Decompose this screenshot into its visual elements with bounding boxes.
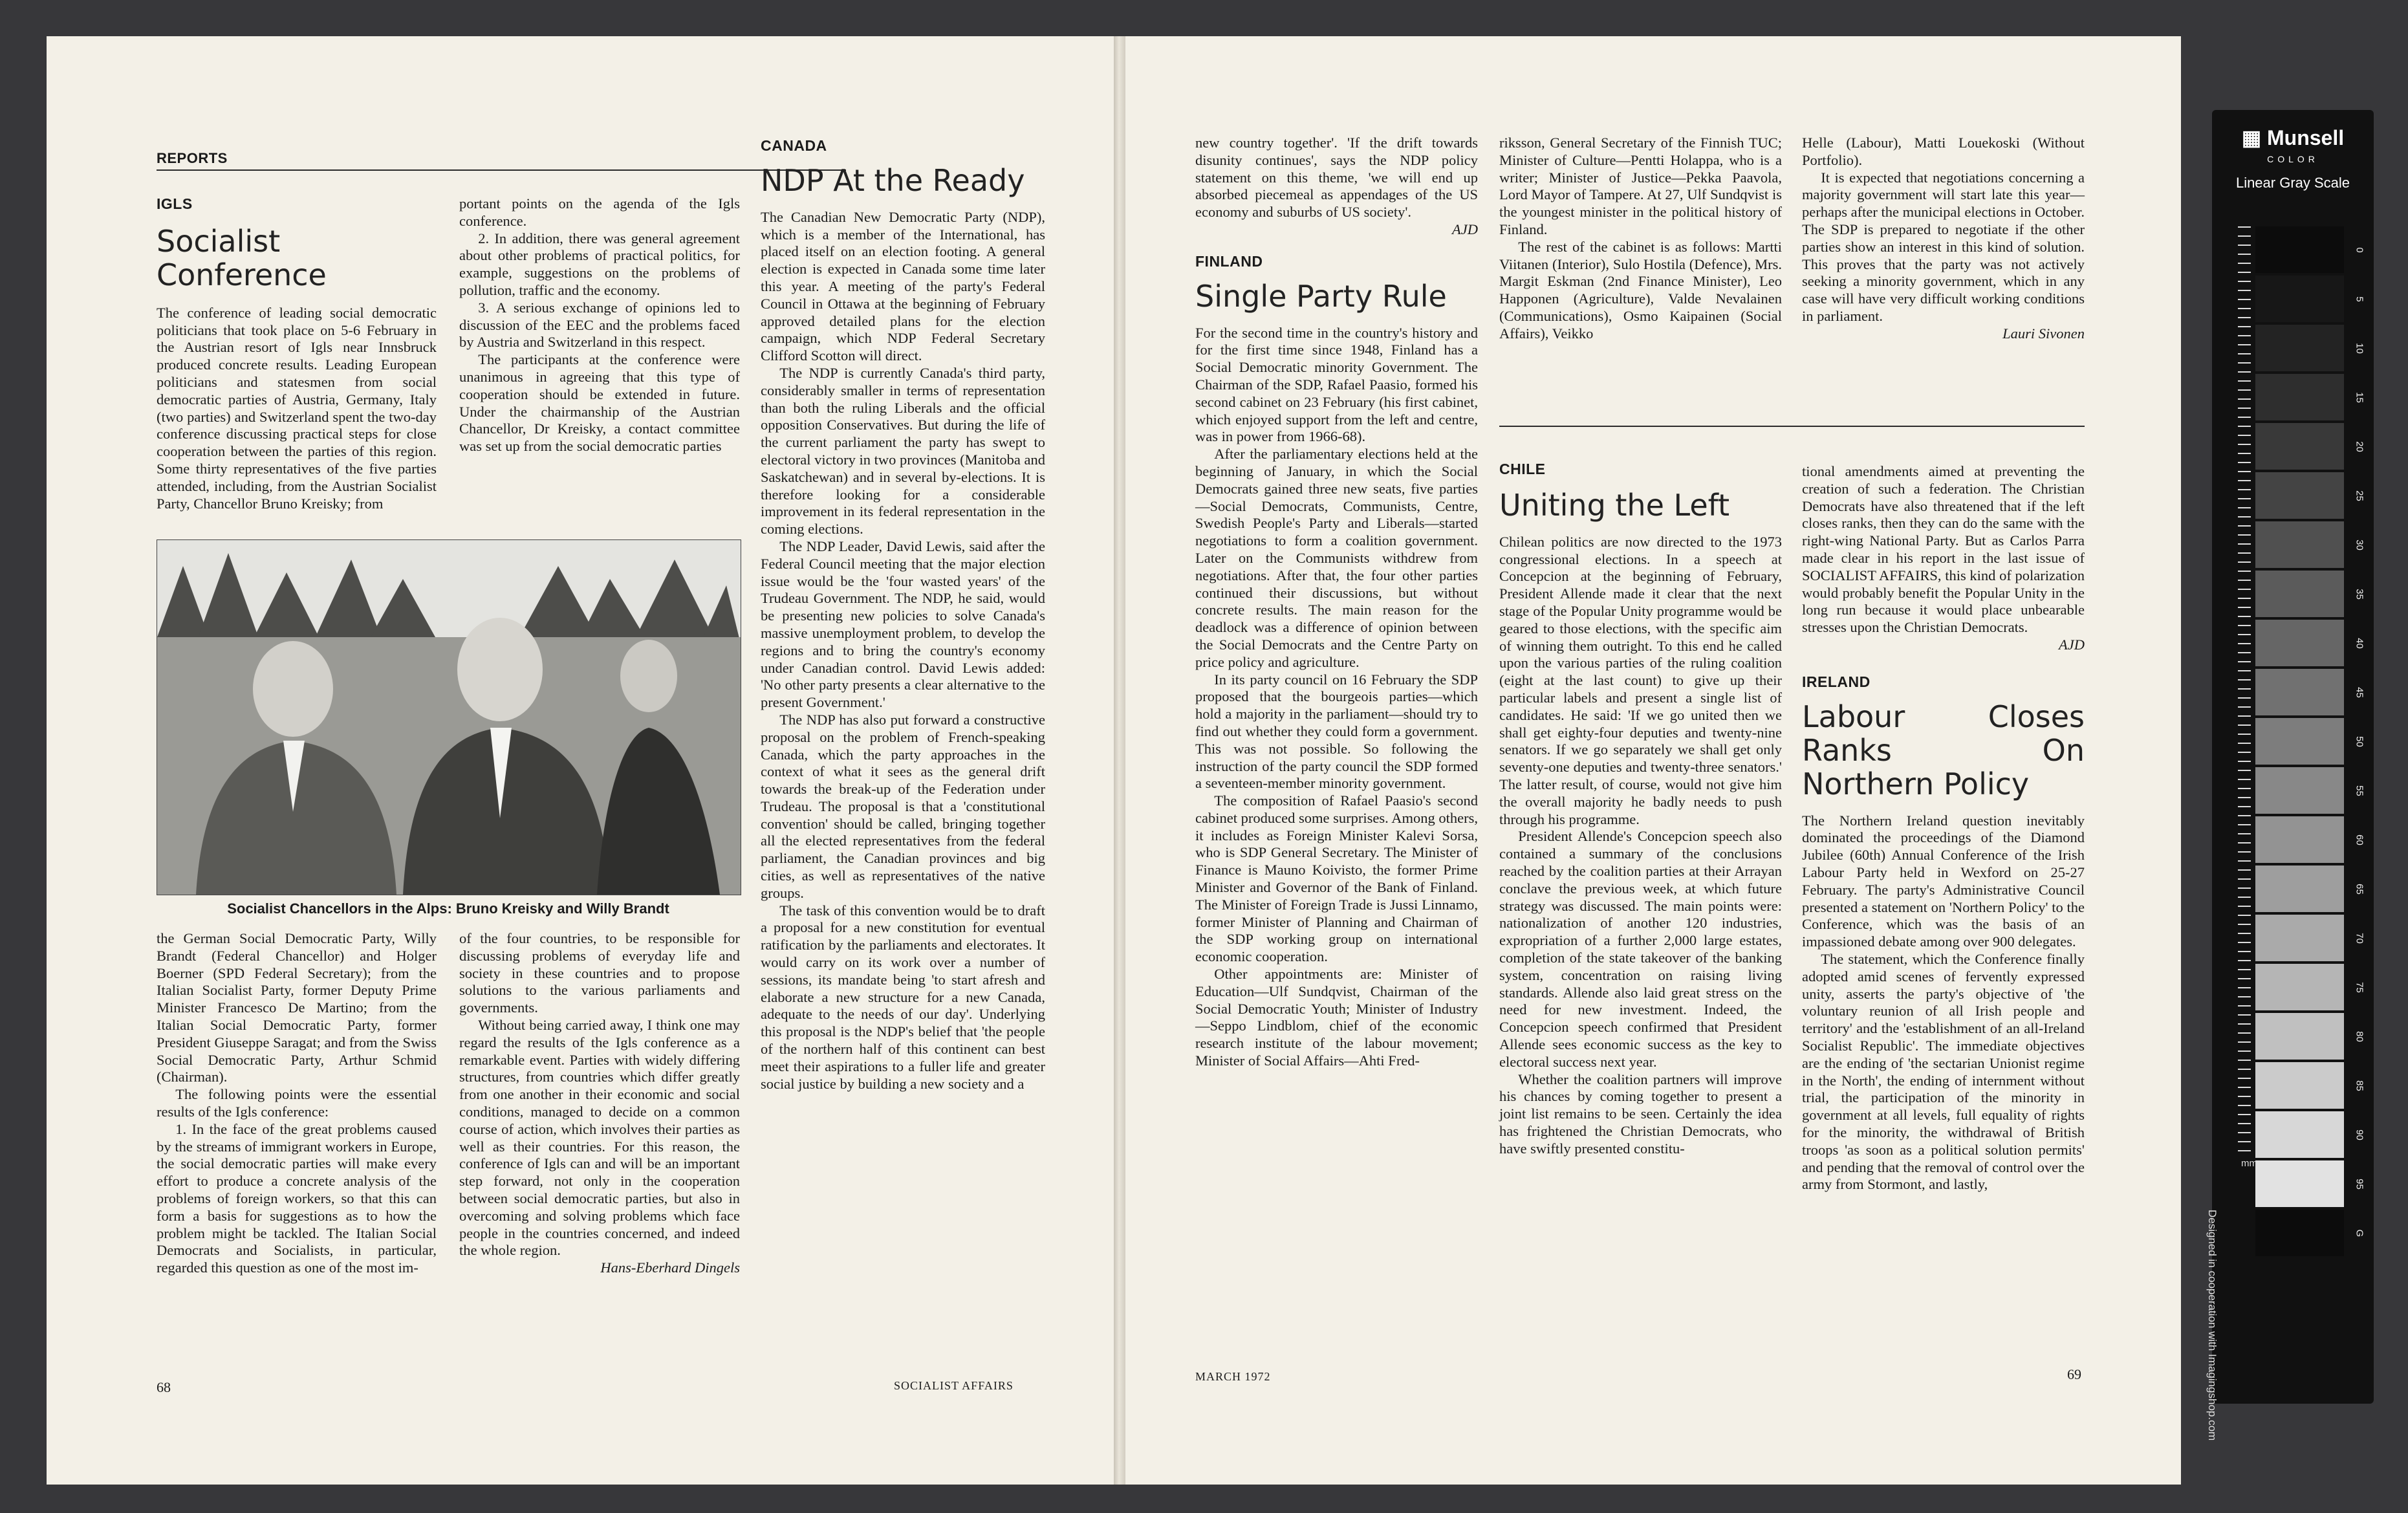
mm-ruler: [2238, 226, 2251, 1151]
canada-article: [761, 137, 1045, 1093]
ireland-headline: Labour Closes Ranks On Northern Policy: [1802, 699, 2085, 801]
gray-patch-label: 35: [2354, 589, 2365, 600]
gray-patch: [2255, 669, 2344, 715]
finland-column-2: [1499, 135, 1782, 343]
gray-patch: [2255, 718, 2344, 765]
igls-column-2: [459, 195, 740, 455]
gray-patch: [2255, 472, 2344, 519]
left-page: [47, 36, 1114, 1485]
munsell-brand-sub: COLOR: [2267, 154, 2319, 164]
igls-column-2-continued: [459, 930, 740, 1277]
igls-kicker: IGLS: [157, 195, 193, 212]
igls-paragraph: the German Social Democratic Party, Willy Brandt (Federal Chancellor) and Holger Boerner (SPD Federal Secretary); from the Italian Socialist Party, former Deputy Prime Minister Francesco De Martino; from the Italian Social Democratic Party, former President Giuseppe Saragat; and from the Swiss Social Democratic Party, Arthur Schmid (Chairman).: [157, 930, 437, 1085]
finland-column-3: [1802, 135, 2085, 343]
canada-headline: NDP At the Ready: [761, 162, 1025, 198]
gray-patch: [2255, 964, 2344, 1010]
gray-patch-label: 15: [2354, 392, 2365, 403]
chile-byline: AJD: [2059, 636, 2085, 653]
finland-paragraph: riksson, General Secretary of the Finnish TUC; Minister of Culture—Pentti Holappa, who is a writer; Minister of Justice—Pekka Paavola, Lord Mayor of Tampere. At 27, Ulf Sundqvist is the youngest minister in the political history of Finland.: [1499, 135, 1782, 237]
gray-patch: [2255, 1062, 2344, 1109]
chile-headline: Uniting the Left: [1499, 487, 1730, 523]
gray-patch-label: 5: [2354, 296, 2365, 302]
ireland-paragraph: The statement, which the Conference finally adopted amid scenes of fervently expressed unity, asserts the party's objective of 'the voluntary reunion of all Irish people and territory' and the 'establishment of an all-Ireland Socialist Republic'. The immediate objectives are the ending of 'the sectarian Unionist regime in the North', the ending of internment without trial, the participation of the minority in government at all levels, full equality of rights for the minority, the withdrawal of British troops 'as soon as a political solution permits' and pending that the removal of control over the army from Stormont, and lastly,: [1802, 950, 2085, 1193]
gray-patch: [2255, 374, 2344, 420]
photo-illustration: [157, 540, 741, 895]
finland-paragraph: It is expected that negotiations concerning a majority government will start late this year—perhaps after the municipal elections in October. The SDP is prepared to negotiate if the other parties show an interest in this kind of solution. This proves that the party was not actively seeking a minority government, which in any case will have very difficult working conditions in parliament.: [1802, 169, 2085, 324]
gray-patch-label: 80: [2354, 1031, 2365, 1042]
gray-patch: [2255, 521, 2344, 568]
scale-credit: Designed in cooperation with Imagingshop.com: [2206, 1210, 2218, 1441]
gray-patch-label: 60: [2354, 834, 2365, 845]
finland-article: [1195, 135, 1478, 1070]
canada-paragraph: The NDP Leader, David Lewis, said after the Federal Council meeting that the major election issue would be the 'four wasted years' of the Trudeau Government. The NDP, he said, would be presenting new policies to solve Canada's massive unemployment problem, to develop the regions and to bring the country's economy under Canadian control. David Lewis added: 'No other party presents a clear alternative to the present Government.': [761, 538, 1045, 711]
finland-paragraph: In its party council on 16 February the SDP proposed that the bourgeois parties—which hold a majority in the parliament—should try to find out whether they could form a government. This was not possible. So following the instruction of the party council the SDP formed a seventeen-member minority government.: [1195, 671, 1478, 792]
igls-paragraph: 2. In addition, there was general agreement about other problems of practical politics, for example, suggestions on the problems of pollution, traffic and the economy.: [459, 230, 740, 298]
finland-headline: Single Party Rule: [1195, 278, 1447, 314]
right-page: [1125, 36, 2181, 1485]
gray-patch-label: 55: [2354, 785, 2365, 796]
article-divider: [1499, 426, 2085, 427]
chile-paragraph: Whether the coalition partners will improve his chances by coming together to present a joint list remains to be seen. Certainly the idea has frightened the Christian Democrats, who have swiftly presented constitu-: [1499, 1071, 1782, 1157]
chile-paragraph: Chilean politics are now directed to the 1973 congressional elections. In a speech at Concepcion at the beginning of February, President Allende made it clear that the next stage of the Popular Unity programme would be geared to those elections, with the specific aim of winning them outright. To this end he called upon the various parties of the ruling coalition (eight at the last count) to give up their particular labels and present a single list of candidates. He said: 'If we go united then we shall get eighty-four deputies and twenty-nine senators. If we go separately we shall get only seventy-one deputies and twenty-three senators.' The latter result, of course, would not give him the overall majority he badly needs to push through his programme.: [1499, 533, 1782, 827]
gray-patch: [2255, 1160, 2344, 1207]
finland-byline: Lauri Sivonen: [2002, 325, 2085, 342]
gray-patch-label: 95: [2354, 1179, 2365, 1190]
gray-patch-label: 45: [2354, 687, 2365, 698]
igls-paragraph: The conference of leading social democratic politicians that took place on 5-6 February in the Austrian resort of Igls near Innsbruck produced concrete results. Leading European politicians and statesmen from social democratic parties of Austria, Germany, Italy (two parties) and Switzerland spent the two-day conference discussing practical steps for close cooperation between the parties of this region. Some thirty representatives of the five parties attended, including, from the Austrian Socialist Party, Chancellor Bruno Kreisky; from: [157, 304, 437, 512]
chile-paragraph: President Allende's Concepcion speech also contained a summary of the conclusions reached by the coalition parties at their Arrayan conclave the previous week, at which future strategy was discussed. The main points were: nationalization of another 120 industries, expropriation of a further 2,000 large estates, completion of the state takeover of the banking system, concentration on raising living standards. Allende also laid great stress on the need for new investment. Indeed, the Concepcion speech confirmed that President Allende sees economic success as the key to electoral success next year.: [1499, 828, 1782, 1070]
section-label: REPORTS: [157, 150, 228, 166]
igls-paragraph: The participants at the conference were unanimous in agreeing that this type of cooperation should be extended in future. Under the chairmanship of the Austrian Chancellor, Dr Kreisky, a contact committee was set up from the social democratic parties: [459, 351, 740, 455]
igls-headline: Socialist Conference: [157, 223, 327, 292]
page-number: 69: [2067, 1366, 2081, 1382]
photo-caption: Socialist Chancellors in the Alps: Bruno Kreisky and Willy Brandt: [227, 900, 669, 917]
gray-patch-label: 50: [2354, 736, 2365, 747]
gray-patch: [2255, 1111, 2344, 1158]
canada-paragraph: The NDP has also put forward a constructive proposal on the problem of French-speaking Canada, which the party approaches in the context of what it sees as the general drift towards the break-up of the Federation under Trudeau. The proposal is that a 'constitutional convention' should be called, bringing together all the elected representatives from the federal parliament, the Canadian provinces and big cities, as well as representatives of the native groups.: [761, 711, 1045, 901]
scale-title: Linear Gray Scale: [2235, 175, 2350, 191]
munsell-brand: Munsell: [2267, 126, 2345, 149]
footer-title: SOCIALIST AFFAIRS: [894, 1379, 1014, 1392]
gray-patch: [2255, 325, 2344, 371]
mm-unit: mm: [2241, 1158, 2257, 1169]
gray-patch: [2255, 423, 2344, 470]
finland-paragraph: The rest of the cabinet is as follows: Martti Viitanen (Interior), Sulo Hostila (Defence), Mrs. Margit Eskman (2nd Finance Minister), Leo Happonen (Agriculture), Valde Nevalainen (Communications), Osmo Kaipainen (Social Affairs), Veikko: [1499, 238, 1782, 342]
spine-gutter: [1114, 36, 1125, 1485]
igls-paragraph: of the four countries, to be responsible for discussing problems of everyday life and society in these countries and to propose solutions to the various parliaments and governments.: [459, 930, 740, 1016]
finland-paragraph: After the parliamentary elections held at the beginning of January, in which the Social Democrats gained three new seats, five parties—Social Democrats, Communists, Centre, Swedish People's Party and Liberals—started negotiations to form a coalition government. Later on the Communists withdrew from negotiations. After that, the four other parties continued their discussions, but without concrete results. The main reason for the deadlock was a difference of opinion between the Social Democrats and the Centre Party on price policy and agriculture.: [1195, 446, 1478, 670]
section-rule: [157, 169, 846, 171]
gray-scale-card: [2206, 110, 2374, 1441]
canada-byline: AJD: [1452, 221, 1478, 237]
finland-paragraph: Other appointments are: Minister of Education—Ulf Sundqvist, Chairman of the Social Democratic Youth; Minister of Industry—Seppo Lindblom, chief of the economic research institute of the labour movement; Minister of Social Affairs—Ahti Fred-: [1195, 966, 1478, 1069]
gray-patch: [2255, 767, 2344, 814]
finland-paragraph: Helle (Labour), Matti Louekoski (Without Portfolio).: [1802, 135, 2085, 168]
igls-paragraph: Without being carried away, I think one may regard the results of the Igls conference as a remarkable event. Parties with widely differing structures, from countries which differ greatly from one another in their economic and social conditions, managed to decide on a common course of action, which involves their parties as well as their countries. For this reason, the conference of Igls can and will be an important step forward, not only in the cooperation between social democratic parties, but also in overcoming and solving problems which face people in the countries concerned, and indeed the whole region.: [459, 1016, 740, 1259]
gray-patch-label: 25: [2354, 490, 2365, 501]
finland-paragraph: The composition of Rafael Paasio's second cabinet produced some surprises. Among others, it includes as Foreign Minister Kalevi Sorsa, who is SDP General Secretary. The Minister of Finance is Mauno Koivisto, the former Prime Minister and Governor of the Bank of Finland. The Minister of Foreign Trade is Jussi Linnamo, former Minister of Planning and Chairman of the SDP working group on international economic cooperation.: [1195, 792, 1478, 965]
gray-patch: [2255, 571, 2344, 617]
gray-patch: [2255, 1210, 2344, 1256]
gray-patch-label: 75: [2354, 982, 2365, 993]
chile-kicker: CHILE: [1499, 461, 1546, 477]
ireland-paragraph: The Northern Ireland question inevitably dominated the proceedings of the Diamond Jubilee (60th) Annual Conference of the Irish Labour Party held in Wexford on 25-27 February. The party's Administrative Council presented a statement on 'Northern Policy' to the Conference, which was the basis of an impassioned debate among over 900 delegates.: [1802, 812, 2085, 950]
chile-article: [1499, 461, 1782, 1157]
chancellors-photo: [157, 539, 741, 895]
ireland-article: [1802, 463, 2085, 1193]
page-number: 68: [157, 1379, 171, 1395]
canada-continued-paragraph: new country together'. 'If the drift towards disunity continues', says the NDP policy statement on this theme, 'we will end up absorbed piecemeal as appendages of the US economy and suburbs of US society'.: [1195, 135, 1478, 221]
gray-patch: [2255, 276, 2344, 322]
gray-patch: [2255, 1013, 2344, 1060]
canada-paragraph: The task of this convention would be to draft a proposal for a new constitution for eventual ratification by the parliaments and electorates. It would carry on its work over a number of sessions, its mandate being 'to start afresh and elaborate a new structure for a new Canada, adequate to the needs of our day'. Underlying this proposal is the NDP's belief that 'the people of the northern half of this continent can best meet their aspirations to a fuller life and greater social justice by building a new society and a: [761, 902, 1045, 1092]
igls-paragraph: 3. A serious exchange of opinions led to discussion of the EEC and the problems faced by Austria and Switzerland in this respect.: [459, 299, 740, 351]
canada-paragraph: The NDP is currently Canada's third party, considerably smaller in terms of representation than both the ruling Liberals and the official opposition Conservatives. But during the life of the current parliament the party has swept to electoral victory in two provinces (Manitoba and Saskatchewan) and in several by-elections. It is therefore looking for a considerable improvement in its federal representation in the coming elections.: [761, 364, 1045, 538]
gray-patch-label: 30: [2354, 539, 2365, 550]
igls-paragraph: The following points were the essential results of the Igls conference:: [157, 1086, 437, 1120]
munsell-logo: ▦ Munsell: [2241, 126, 2345, 149]
finland-kicker: FINLAND: [1195, 252, 1263, 270]
gray-patch-label: 65: [2354, 884, 2365, 895]
gray-patch: [2255, 915, 2344, 961]
igls-column-1-continued: [157, 930, 437, 1277]
gray-patch: [2255, 226, 2344, 273]
gray-patch: [2255, 865, 2344, 912]
gray-patch-label: G: [2354, 1229, 2365, 1237]
gray-patch: [2255, 816, 2344, 863]
gray-patch-label: 0: [2354, 247, 2365, 253]
gray-patch-label: 20: [2354, 441, 2365, 452]
footer-date: MARCH 1972: [1195, 1370, 1271, 1383]
igls-paragraph: portant points on the agenda of the Igls conference.: [459, 195, 740, 229]
igls-byline: Hans-Eberhard Dingels: [600, 1259, 740, 1276]
gray-patch: [2255, 620, 2344, 666]
canada-paragraph: The Canadian New Democratic Party (NDP), which is a member of the International, has placed itself on an election footing. A general election is expected in Canada some time later this year. A meeting of the party's Federal Council in Ottawa at the beginning of February approved detailed plans for the election campaign, which NDP Federal Secretary Clifford Scotton will direct.: [761, 208, 1045, 364]
gray-patch-label: 40: [2354, 638, 2365, 649]
finland-paragraph: For the second time in the country's history and for the first time since 1948, Finland has a Social Democratic minority Government. The Chairman of the SDP, Rafael Paasio, formed his second cabinet on 23 February (his first cabinet, which enjoyed support from the left and centre, was in power from 1966-68).: [1195, 324, 1478, 445]
ireland-kicker: IRELAND: [1802, 673, 1871, 690]
igls-article: [157, 195, 437, 512]
igls-paragraph: 1. In the face of the great problems caused by the streams of immigrant workers in Europe, the social democratic parties will make every effort to produce a concrete analysis of the problems of foreign workers, so that this can form a basis for suggestions as to how the problem might be tackled. The Italian Social Democrats and Socialists, in particular, regarded this question as one of the most im-: [157, 1120, 437, 1276]
chile-paragraph: tional amendments aimed at preventing the creation of such a federation. The Christian Democrats have also threatened that if the left closes ranks, then they can do the same with the right-wing National Party. But as Carlos Parra made clear in his report in the last issue of SOCIALIST AFFAIRS, this kind of polarization would probably benefit the Popular Unity in the long run because it would place unbearable stresses upon the Christian Democrats.: [1802, 463, 2085, 636]
gray-patch-label: 90: [2354, 1129, 2365, 1140]
gray-patch-label: 70: [2354, 933, 2365, 944]
canada-kicker: CANADA: [761, 137, 827, 154]
gray-patch-label: 10: [2354, 343, 2365, 354]
gray-patch-label: 85: [2354, 1080, 2365, 1091]
